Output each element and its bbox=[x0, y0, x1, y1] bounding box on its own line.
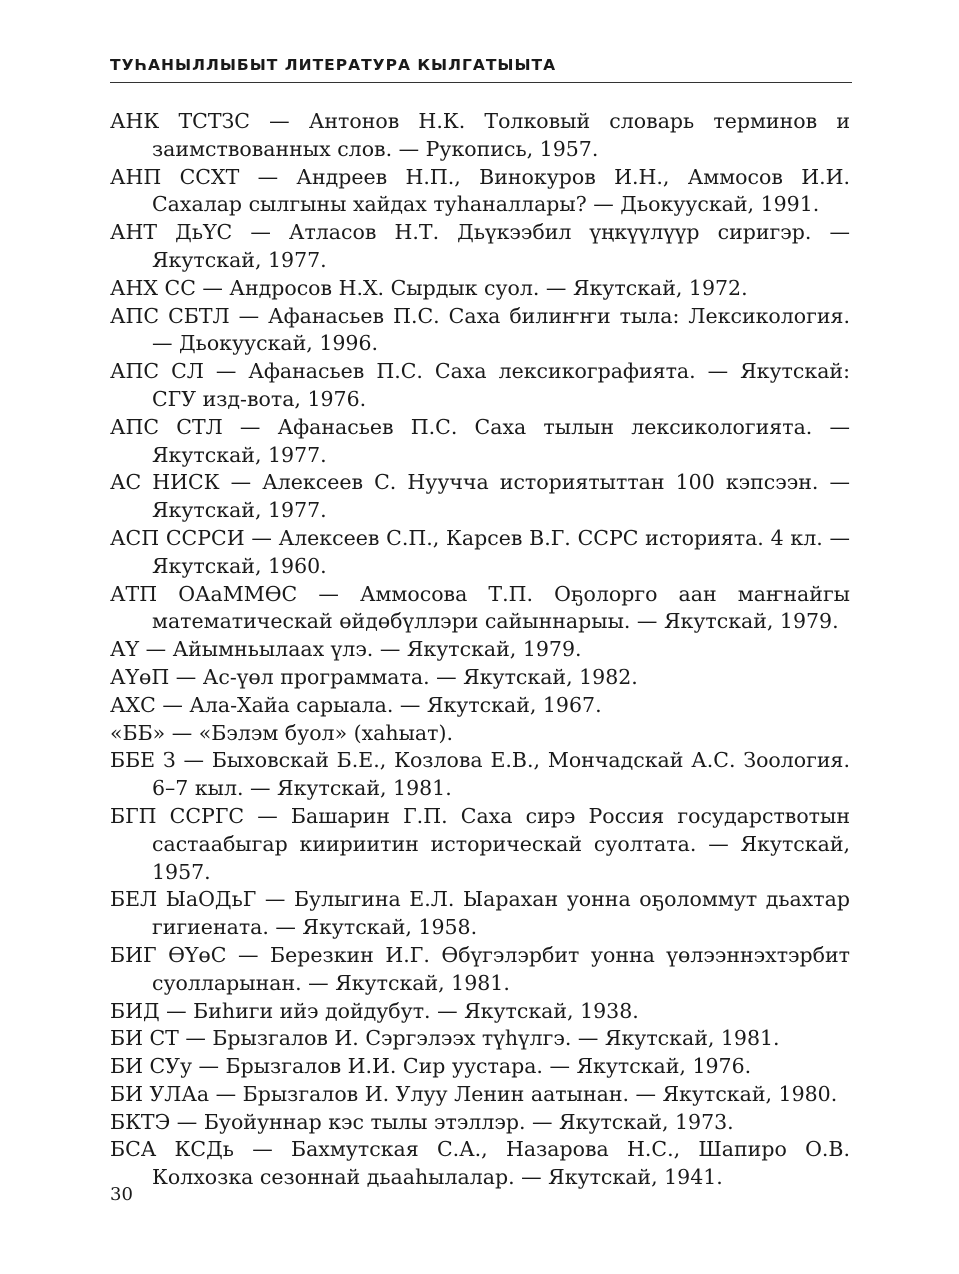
list-item: АПС СБТЛ — Афанасьев П.С. Саха билиҥҥи тыла: Лексикология. — Дьокуускай, 1996. bbox=[110, 303, 850, 356]
list-item: АС НИСК — Алексеев С. Нуучча историятыттан 100 кэпсээн. — Якутскай, 1977. bbox=[110, 470, 850, 523]
list-item: БСА КСДь — Бахмутская С.А., Назарова Н.С., Шапиро О.В. Колхозка сезоннай дьааһылалар. — Якутскай, 1941. bbox=[110, 1137, 850, 1190]
list-item: БИ УЛАа — Брызгалов И. Улуу Ленин аатынан. — Якутскай, 1980. bbox=[110, 1081, 838, 1106]
list-item: АСП ССРСИ — Алексеев С.П., Карсев В.Г. ССРС историята. 4 кл. — Якутскай, 1960. bbox=[110, 525, 850, 578]
list-item: АПС СЛ — Афанасьев П.С. Саха лексикографията. — Якутскай: СГУ изд-вота, 1976. bbox=[110, 359, 850, 411]
page-number: 30 bbox=[110, 1184, 133, 1205]
list-item: АПС СТЛ — Афанасьев П.С. Саха тылын лексикологията. — Якутскай, 1977. bbox=[110, 414, 850, 467]
list-item: БЕЛ ЫаОДьГ — Булыгина Е.Л. Ыарахан уонна оҕоломмут дьахтар гигиената. — Якутскай, 1958. bbox=[110, 887, 850, 940]
list-item: АНП ССХТ — Андреев Н.П., Винокуров И.Н., Аммосов И.И. Сахалар сылгыны хайдах туһаналлары? — Дьокуускай, 1991. bbox=[110, 164, 850, 217]
list-item: БГП ССРГС — Башарин Г.П. Саха сирэ Россия государствотын састаабыгар киириитин историческай суолтата. — Якутскай, 1957. bbox=[110, 803, 850, 884]
list-item: БИ СУу — Брызгалов И.И. Сир уустара. — Якутскай, 1976. bbox=[110, 1054, 752, 1079]
list-item: БИД — Биһиги ийэ дойдубут. — Якутскай, 1938. bbox=[110, 998, 639, 1023]
abbreviation-list bbox=[110, 108, 850, 1192]
list-item: АҮөП — Ас-үөл программата. — Якутскай, 1982. bbox=[110, 664, 638, 689]
list-item: АҮ — Айымньылаах үлэ. — Якутскай, 1979. bbox=[110, 637, 582, 662]
list-item: АНК ТСТЗС — Антонов Н.К. Толковый словарь терминов и заимствованных слов. — Рукопись, 1957. bbox=[110, 109, 850, 161]
list-item: АТП ОАаММӨС — Аммосова Т.П. Оҕолорго аан маҥнайгы математическай өйдөбүллэри сайыннарыы. — Якутскай, 1979. bbox=[110, 581, 850, 634]
list-item: АНТ ДьҮС — Атласов Н.Т. Дьүкээбил үңкүүлүүр сиригэр. — Якутскай, 1977. bbox=[110, 220, 850, 272]
list-item: «ББ» — «Бэлэм буол» (хаһыат). bbox=[110, 720, 454, 745]
list-item: БИ СТ — Брызгалов И. Сэргэлээх түһүлгэ. — Якутскай, 1981. bbox=[110, 1026, 780, 1051]
list-item: БИГ ӨҮөС — Березкин И.Г. Өбүгэлэрбит уонна үөлээннэхтэрбит суолларынан. — Якутскай, 1981. bbox=[110, 942, 850, 995]
list-item: АНХ СС — Андросов Н.Х. Сырдык суол. — Якутскай, 1972. bbox=[110, 275, 748, 300]
header-rule bbox=[110, 82, 852, 83]
list-item: ББЕ З — Быховскай Б.Е., Козлова Е.В., Мончадскай А.С. Зоология. 6–7 кыл. — Якутскай, 1981. bbox=[110, 748, 850, 801]
list-item: БКТЭ — Буойуннар кэс тылы этэллэр. — Якутскай, 1973. bbox=[110, 1109, 734, 1134]
list-item: АХС — Ала-Хайа сарыала. — Якутскай, 1967. bbox=[110, 692, 602, 717]
running-header: ТУҺАНЫЛЛЫБЫТ ЛИТЕРАТУРА КЫЛГАТЫЫТА bbox=[110, 56, 557, 74]
